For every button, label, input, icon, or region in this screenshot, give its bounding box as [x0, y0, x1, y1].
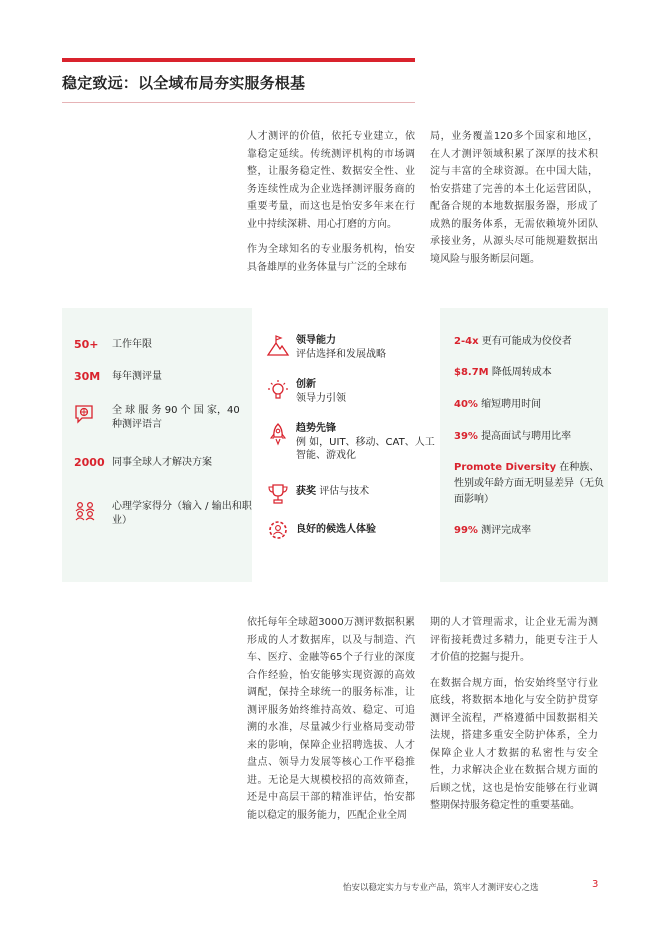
- stats-panel: [62, 308, 252, 582]
- body-paragraph: 期的人才管理需求，让企业无需为测评衔接耗费过多精力，能更专注于人才价值的挖掘与提升。: [430, 617, 598, 663]
- feature-text: [296, 422, 436, 463]
- metric-text: 在种族、性别或年龄方面无明显差异（无负面影响）: [454, 462, 604, 505]
- metrics-panel: [440, 308, 608, 582]
- intro-column-1: [247, 128, 415, 284]
- title-accent-bar: [62, 58, 415, 62]
- body-paragraph: 在数据合规方面，怡安始终坚守行业底线，将数据本地化与安全防护贯穿测评全流程，严格遵循中国数据相关法规，搭建多重安全防护体系，全力保障企业人才数据的私密性与安全性，力求解决企业在数据合规方面的后顾之忧，这也是怡安能够在行业调整期保持服务稳定性的重要基础。: [430, 677, 598, 811]
- stat-value: 2000: [74, 456, 105, 469]
- metric-key: 40%: [454, 399, 478, 410]
- body-column-1: [247, 614, 415, 832]
- stat-value: 30M: [74, 370, 101, 383]
- metric-item: [454, 334, 604, 350]
- metric-item: [454, 365, 604, 381]
- feature-title: 良好的候选人体验: [296, 524, 376, 535]
- candidate-gear-icon: [266, 518, 290, 542]
- trophy-icon: [266, 482, 290, 506]
- features-panel: [252, 308, 440, 582]
- metric-text: 更有可能成为佼佼者: [481, 336, 572, 347]
- metric-key: Promote Diversity: [454, 462, 557, 473]
- intro-column-2: [430, 128, 598, 276]
- stat-label: 全 球 服 务 90 个 国 家，40 种测评语言: [112, 405, 240, 430]
- metric-item: [454, 397, 604, 413]
- feature-text: [296, 378, 436, 405]
- feature-desc: 领导力引领: [296, 392, 346, 404]
- rocket-icon: [266, 422, 290, 446]
- feature-title: 趋势先锋: [296, 423, 336, 434]
- metric-text: 降低周转成本: [491, 367, 552, 378]
- feature-text: [296, 485, 436, 499]
- feature-text: [296, 523, 436, 537]
- stat-value: 50+: [74, 338, 99, 351]
- globe-chat-icon: [74, 404, 94, 427]
- metric-text: 测评完成率: [481, 525, 532, 536]
- stat-label: 同事全球人才解决方案: [112, 457, 212, 468]
- stat-label: 心理学家得分（输入 / 输出和职业）: [112, 501, 252, 526]
- intro-paragraph: 作为全球知名的专业服务机构，怡安具备雄厚的业务体量与广泛的全球布: [247, 244, 415, 273]
- metric-item: [454, 429, 604, 445]
- metric-text: 缩短聘用时间: [481, 399, 542, 410]
- footer-text: 怡安以稳定实力与专业产品，筑牢人才测评安心之选: [343, 883, 539, 893]
- feature-title: 创新: [296, 379, 316, 390]
- feature-desc: 评估与技术: [319, 486, 370, 497]
- metric-key: 2-4x: [454, 336, 479, 347]
- feature-desc: 评估选择和发展战略: [296, 348, 386, 360]
- metric-item: [454, 460, 604, 508]
- lightbulb-icon: [266, 378, 290, 402]
- feature-desc: 例 如，UIT、移动、CAT、人工智能、游戏化: [296, 436, 435, 461]
- page-title: 稳定致远：以全域布局夯实服务根基: [62, 74, 306, 92]
- metric-text: 提高面试与聘用比率: [481, 431, 572, 442]
- body-paragraph: 依托每年全球超3000万测评数据积累形成的人才数据库，以及与制造、汽车、医疗、金融等65个子行业的深度合作经验，怡安能够实现资源的高效调配，保持全球统一的服务标准，让测评服务始终维持高效、稳定、可追溯的水准，尽量减少行业格局变动带来的影响，保障企业招聘选拔、人才盘点、领导力发展等核心工作平稳推进。无论是大规模校招的高效筛查，还是中高层干部的精准评估，怡安都能以稳定的服务能力，匹配企业全周: [247, 617, 415, 821]
- stat-label: 工作年限: [112, 339, 152, 350]
- feature-text: [296, 334, 436, 361]
- metric-key: 99%: [454, 525, 478, 536]
- intro-paragraph: 人才测评的价值，依托专业建立，依靠稳定延续。传统测评机构的市场调整，让服务稳定性、数据安全性、业务连续性成为企业选择测评服务商的重要考量，而这也是怡安多年来在行业中持续深耕、用心打磨的方向。: [247, 131, 415, 230]
- stat-label: 每年测评量: [112, 371, 162, 382]
- metric-key: 39%: [454, 431, 478, 442]
- page-number: 3: [592, 879, 599, 890]
- body-column-2: [430, 614, 598, 823]
- feature-title: 领导能力: [296, 335, 336, 346]
- title-divider: [62, 102, 415, 103]
- people-icon: [74, 500, 96, 525]
- feature-title: 获奖: [296, 486, 316, 497]
- intro-paragraph: 局，业务覆盖120多个国家和地区，在人才测评领域积累了深厚的技术积淀与丰富的全球资源。在中国大陆，怡安搭建了完善的本土化运营团队，配备合规的本地数据服务器，形成了成熟的服务体系，无需依赖境外团队承接业务，从源头尽可能规避数据出境风险与服务断层问题。: [430, 131, 598, 265]
- mountain-flag-icon: [266, 334, 290, 358]
- metric-item: [454, 523, 604, 539]
- metric-key: $8.7M: [454, 367, 489, 378]
